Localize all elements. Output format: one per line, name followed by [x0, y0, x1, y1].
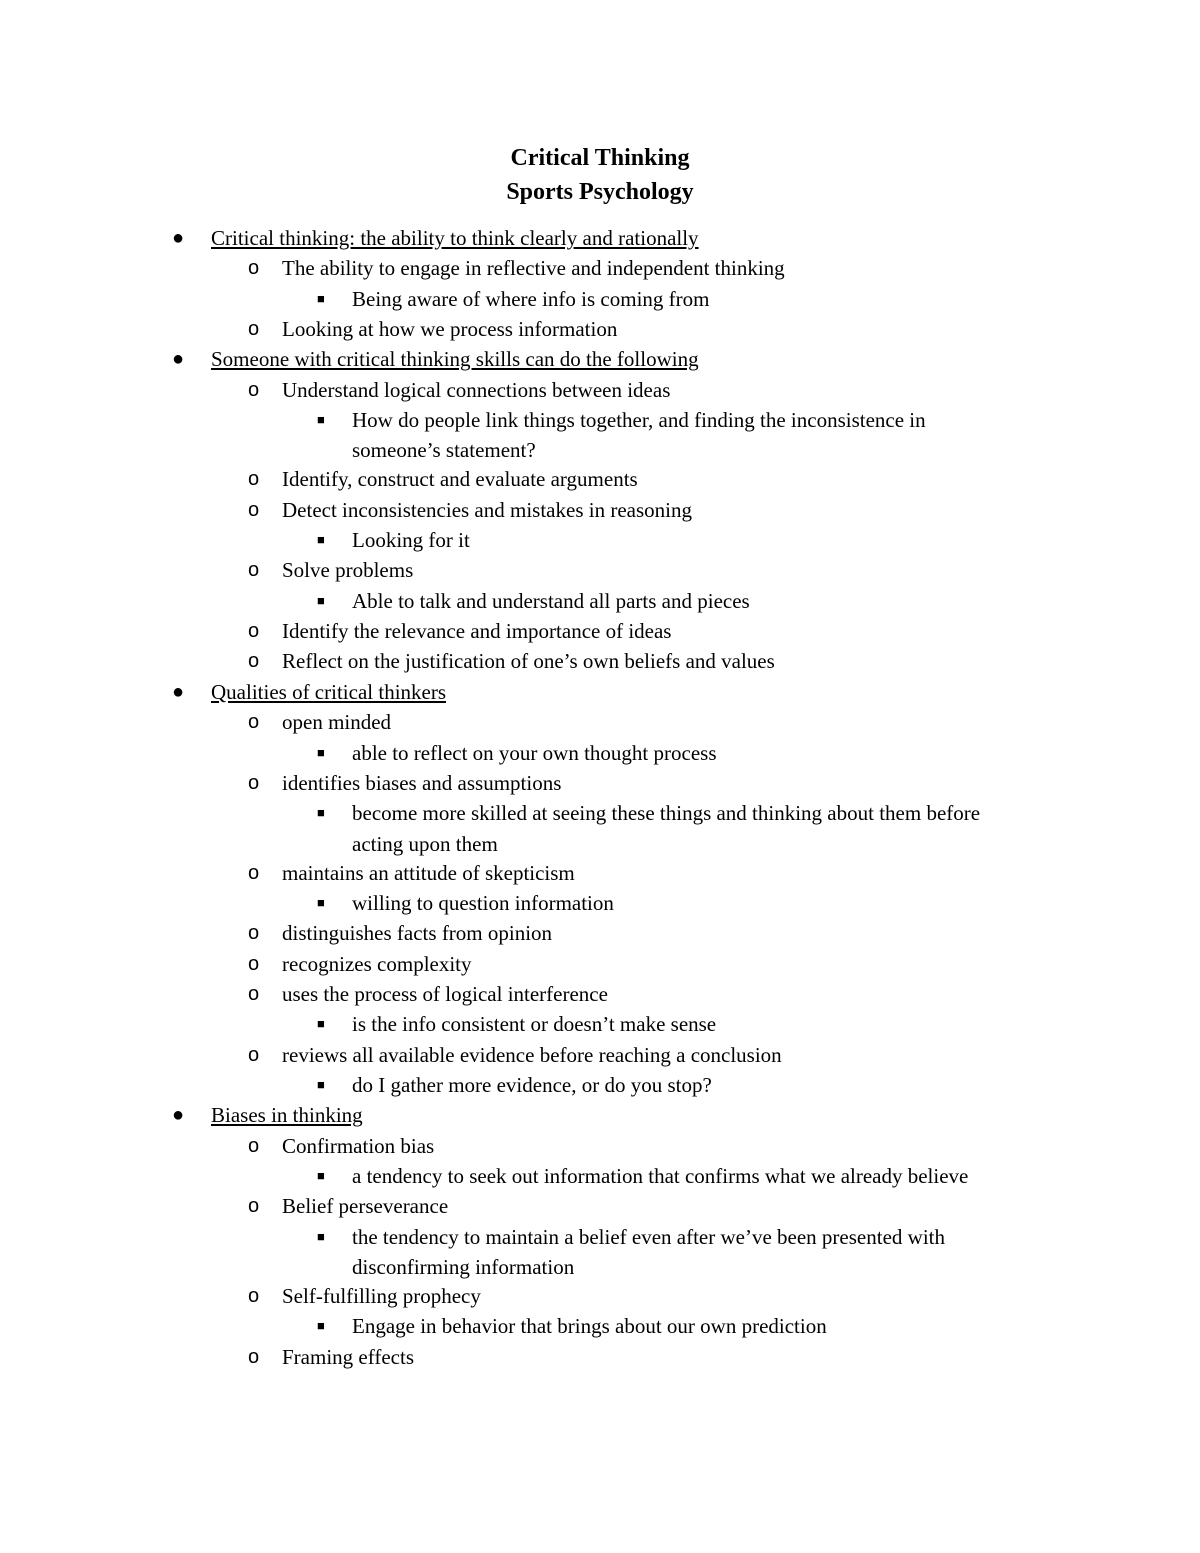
outline-item-text: identifies biases and assumptions	[282, 770, 562, 795]
square-bullet-icon: ■	[317, 1228, 325, 1244]
outline-item-text: distinguishes facts from opinion	[282, 921, 553, 946]
outline-item-level-2	[0, 1040, 1200, 1070]
outline-item-text: Confirmation bias	[282, 1133, 435, 1158]
outline-item-level-1	[0, 1100, 1200, 1130]
outline-item-text: is the info consistent or doesn’t make sense	[352, 1012, 717, 1037]
bulleted-outline	[0, 223, 1200, 1372]
outline-item-text: Belief perseverance	[282, 1194, 449, 1219]
outline-item-text: Qualities of critical thinkers	[211, 679, 447, 704]
outline-item-text: How do people link things together, and finding the inconsistence in	[352, 408, 926, 433]
square-bullet-icon: ■	[317, 744, 325, 760]
outline-item-level-3	[0, 586, 1200, 616]
outline-item-continuation	[0, 435, 1200, 464]
outline-item-level-2	[0, 979, 1200, 1009]
outline-item-continuation	[0, 829, 1200, 858]
outline-item-text: Critical thinking: the ability to think clearly and rationally	[211, 226, 699, 250]
outline-item-continuation	[0, 1252, 1200, 1281]
outline-item-text: Someone with critical thinking skills can do the following	[211, 347, 699, 372]
square-bullet-icon: ■	[317, 805, 325, 821]
outline-item-level-3	[0, 1070, 1200, 1100]
outline-item-text-continued: someone’s statement?	[352, 438, 536, 463]
outline-item-text: open minded	[282, 710, 392, 735]
outline-item-text: Looking at how we process information	[282, 317, 618, 342]
page-subtitle: Sports Psychology	[506, 179, 694, 205]
outline-item-text-continued: acting upon them	[352, 831, 498, 856]
outline-item-level-2	[0, 1131, 1200, 1161]
outline-item-level-3	[0, 888, 1200, 918]
outline-item-text: Understand logical connections between ideas	[282, 377, 671, 402]
outline-item-text: Reflect on the justification of one’s own beliefs and values	[282, 649, 775, 674]
outline-item-level-2	[0, 464, 1200, 494]
outline-item-level-3	[0, 798, 1200, 828]
outline-item-text: Looking for it	[352, 528, 470, 553]
outline-item-text: willing to question information	[352, 890, 614, 915]
outline-item-text: Able to talk and understand all parts and pieces	[352, 588, 750, 613]
circle-bullet-icon: o	[248, 1285, 260, 1307]
outline-item-text: Self-fulfilling prophecy	[282, 1284, 481, 1308]
outline-item-level-2	[0, 495, 1200, 525]
outline-item-text: maintains an attitude of skepticism	[282, 860, 575, 885]
outline-item-level-2	[0, 918, 1200, 948]
disc-bullet-icon: ●	[172, 227, 185, 249]
square-bullet-icon: ■	[317, 1016, 325, 1032]
outline-item-text: become more skilled at seeing these things and thinking about them before	[352, 801, 981, 826]
outline-item-text: Detect inconsistencies and mistakes in reasoning	[282, 497, 692, 522]
outline-item-text: do I gather more evidence, or do you stop?	[352, 1072, 712, 1097]
circle-bullet-icon: o	[248, 318, 260, 341]
square-bullet-icon: ■	[317, 1167, 325, 1183]
outline-item-level-3	[0, 1161, 1200, 1191]
square-bullet-icon: ■	[317, 1318, 325, 1334]
circle-bullet-icon: o	[248, 861, 260, 884]
outline-item-text: The ability to engage in reflective and independent thinking	[282, 256, 785, 281]
outline-item-level-2	[0, 1191, 1200, 1221]
outline-item-level-2	[0, 253, 1200, 283]
outline-item-level-2	[0, 1342, 1200, 1372]
circle-bullet-icon: o	[248, 498, 260, 521]
outline-item-level-2	[0, 1281, 1200, 1311]
circle-bullet-icon: o	[248, 468, 260, 491]
outline-item-text: Being aware of where info is coming from	[352, 286, 710, 311]
square-bullet-icon: ■	[317, 894, 325, 910]
outline-item-level-3	[0, 525, 1200, 555]
square-bullet-icon: ■	[317, 290, 325, 306]
outline-item-level-3	[0, 284, 1200, 314]
outline-item-level-2	[0, 555, 1200, 585]
outline-item-level-2	[0, 314, 1200, 344]
page-title: Critical Thinking	[510, 145, 690, 171]
circle-bullet-icon: o	[248, 1345, 260, 1368]
outline-item-text: able to reflect on your own thought process	[352, 740, 717, 765]
outline-item-text: Solve problems	[282, 558, 414, 583]
circle-bullet-icon: o	[248, 982, 260, 1005]
outline-item-level-3	[0, 738, 1200, 768]
circle-bullet-icon: o	[248, 952, 260, 975]
circle-bullet-icon: o	[248, 559, 260, 582]
outline-item-text: reviews all available evidence before reaching a conclusion	[282, 1042, 782, 1067]
circle-bullet-icon: o	[248, 1195, 260, 1218]
outline-item-level-2	[0, 949, 1200, 979]
outline-item-text: uses the process of logical interference	[282, 981, 608, 1006]
outline-item-text: Identify the relevance and importance of ideas	[282, 619, 672, 644]
outline-item-text: recognizes complexity	[282, 951, 472, 976]
outline-item-level-1	[0, 677, 1200, 707]
outline-item-text: Framing effects	[282, 1344, 414, 1369]
outline-item-level-2	[0, 616, 1200, 646]
outline-item-text: Biases in thinking	[211, 1103, 363, 1128]
outline-item-text: Engage in behavior that brings about our own prediction	[352, 1314, 827, 1339]
outline-item-text: a tendency to seek out information that confirms what we already believe	[352, 1163, 969, 1188]
disc-bullet-icon: ●	[172, 1104, 185, 1127]
circle-bullet-icon: o	[248, 257, 260, 280]
circle-bullet-icon: o	[248, 711, 260, 734]
outline-item-level-2	[0, 707, 1200, 737]
outline-item-level-3	[0, 1009, 1200, 1039]
circle-bullet-icon: o	[248, 620, 260, 643]
outline-item-level-2	[0, 646, 1200, 676]
outline-item-text: Identify, construct and evaluate arguments	[282, 467, 638, 492]
outline-item-level-1	[0, 223, 1200, 253]
disc-bullet-icon: ●	[172, 348, 185, 371]
outline-item-level-2	[0, 375, 1200, 405]
circle-bullet-icon: o	[248, 1134, 260, 1157]
circle-bullet-icon: o	[248, 771, 260, 794]
square-bullet-icon: ■	[317, 1076, 325, 1092]
outline-item-level-3	[0, 1311, 1200, 1341]
outline-item-text-continued: disconfirming information	[352, 1255, 575, 1279]
circle-bullet-icon: o	[248, 650, 260, 673]
outline-item-level-2	[0, 768, 1200, 798]
circle-bullet-icon: o	[248, 1043, 260, 1066]
disc-bullet-icon: ●	[172, 680, 185, 703]
square-bullet-icon: ■	[317, 412, 325, 428]
outline-item-text: the tendency to maintain a belief even after we’ve been presented with	[352, 1224, 945, 1249]
circle-bullet-icon: o	[248, 922, 260, 945]
square-bullet-icon: ■	[317, 592, 325, 608]
circle-bullet-icon: o	[248, 378, 260, 401]
square-bullet-icon: ■	[317, 532, 325, 548]
outline-item-level-2	[0, 858, 1200, 888]
outline-item-level-3	[0, 405, 1200, 435]
outline-item-level-1	[0, 344, 1200, 374]
outline-item-level-3	[0, 1222, 1200, 1252]
